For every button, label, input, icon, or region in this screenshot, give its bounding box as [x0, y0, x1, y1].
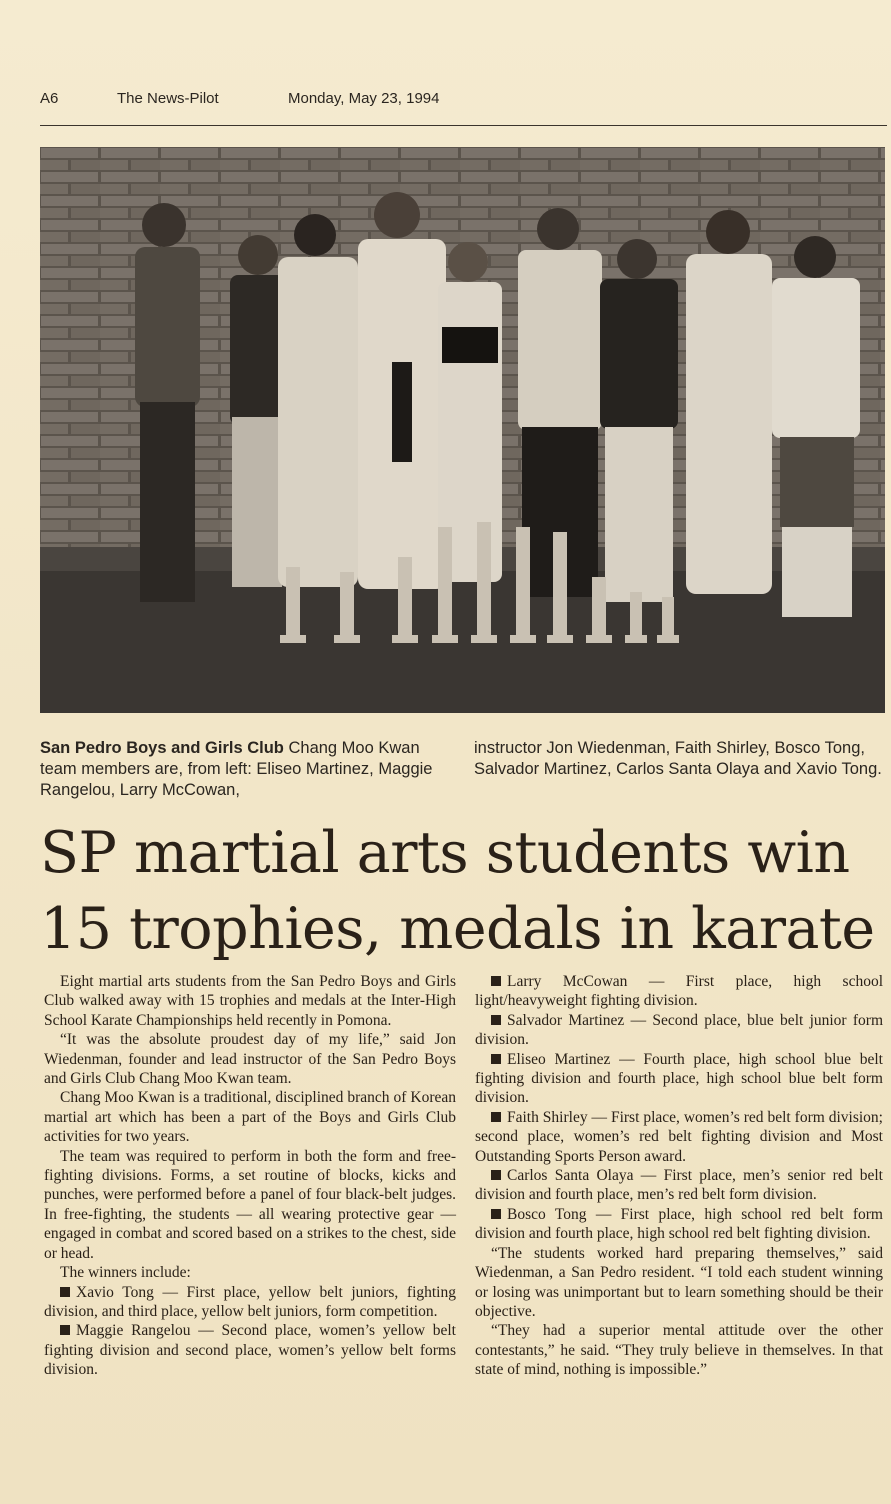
bullet-icon: [491, 1209, 501, 1219]
winner-text: Maggie Rangelou — Second place, women’s yellow belt fighting division and second place, women’s yellow belt forms division.: [44, 1322, 456, 1379]
winner-text: Carlos Santa Olaya — First place, men’s senior red belt division and fourth place, men’s red belt form division.: [475, 1167, 883, 1204]
body-paragraph: “They had a superior mental attitude over the other contestants,” he said. “They truly believe in themselves. In that state of mind, nothing is impossible.”: [475, 1322, 883, 1379]
caption-bold-lead: San Pedro Boys and Girls Club: [40, 739, 284, 757]
headline-line-2: 15 trophies, medals in karate: [40, 896, 875, 962]
newspaper-name: The News-Pilot: [117, 90, 219, 107]
article-column-right: [475, 972, 883, 1380]
bullet-icon: [491, 1112, 501, 1122]
team-photo-illustration: [40, 147, 885, 713]
winner-item: [475, 1205, 883, 1244]
winner-text: Xavio Tong — First place, yellow belt juniors, fighting division, and third place, yellow belt juniors, form competition.: [44, 1283, 456, 1320]
article-column-left: [44, 972, 456, 1380]
bullet-icon: [491, 1170, 501, 1180]
bullet-icon: [491, 1054, 501, 1064]
bullet-icon: [60, 1287, 70, 1297]
winner-text: Eliseo Martinez — Fourth place, high school blue belt fighting division and fourth place, high school blue belt form division.: [475, 1050, 883, 1107]
issue-date: Monday, May 23, 1994: [288, 90, 440, 107]
winner-item: [475, 972, 883, 1011]
body-paragraph: “The students worked hard preparing themselves,” said Wiedenman, a San Pedro resident. “I told each student winning or losing was unimportant but to learn something should be their objective.: [475, 1244, 883, 1320]
winner-text: Faith Shirley — First place, women’s red belt form division; second place, women’s red belt fighting division and Most Outstanding Sports Person award.: [475, 1108, 883, 1165]
body-paragraph: “It was the absolute proudest day of my life,” said Jon Wiedenman, founder and lead instructor of the San Pedro Boys and Girls Club Chang Moo Kwan team.: [44, 1031, 456, 1088]
bullet-icon: [491, 976, 501, 986]
caption-left-text: Chang Moo Kwan team members are, from left: Eliseo Martinez, Maggie Rangelou, Larry McCowan,: [40, 739, 433, 799]
winner-item: [44, 1283, 456, 1322]
bullet-icon: [60, 1325, 70, 1335]
header-rule: [40, 125, 887, 126]
photo-caption-right: instructor Jon Wiedenman, Faith Shirley, Bosco Tong, Salvador Martinez, Carlos Santa Olaya and Xavio Tong.: [474, 739, 882, 778]
page-number: A6: [40, 90, 59, 107]
winner-text: Bosco Tong — First place, high school red belt form division and fourth place, high school red belt fighting division.: [475, 1205, 883, 1243]
bullet-icon: [491, 1015, 501, 1025]
body-paragraph: Chang Moo Kwan is a traditional, disciplined branch of Korean martial art which has been a part of the Boys and Girls Club activities for two years.: [44, 1089, 456, 1146]
winner-item: [475, 1011, 883, 1050]
winner-item: [475, 1166, 883, 1205]
winner-text: Salvador Martinez — Second place, blue belt junior form division.: [475, 1011, 883, 1049]
winner-text: Larry McCowan — First place, high school light/heavyweight fighting division.: [475, 973, 883, 1010]
page-folio: [40, 90, 885, 112]
article-headline: [40, 815, 885, 967]
body-paragraph: Eight martial arts students from the San Pedro Boys and Girls Club walked away with 15 trophies and medals at the Inter-High School Karate Championships held recently in Pomona.: [44, 973, 456, 1029]
body-paragraph: The team was required to perform in both the form and free-fighting divisions. Forms, a set routine of blocks, kicks and punches, were performed before a panel of four black-belt judges. In free-fighting, the students — all wearing protective gear — engaged in combat and scored based on a strikes to the chest, side or head.: [44, 1147, 456, 1262]
photo-caption-left: [40, 738, 460, 801]
winner-item: [475, 1108, 883, 1166]
winner-item: [44, 1321, 456, 1379]
winner-item: [475, 1050, 883, 1108]
team-photo: [40, 147, 885, 713]
body-paragraph: The winners include:: [60, 1264, 191, 1282]
headline-line-1: SP martial arts students win: [40, 820, 850, 886]
